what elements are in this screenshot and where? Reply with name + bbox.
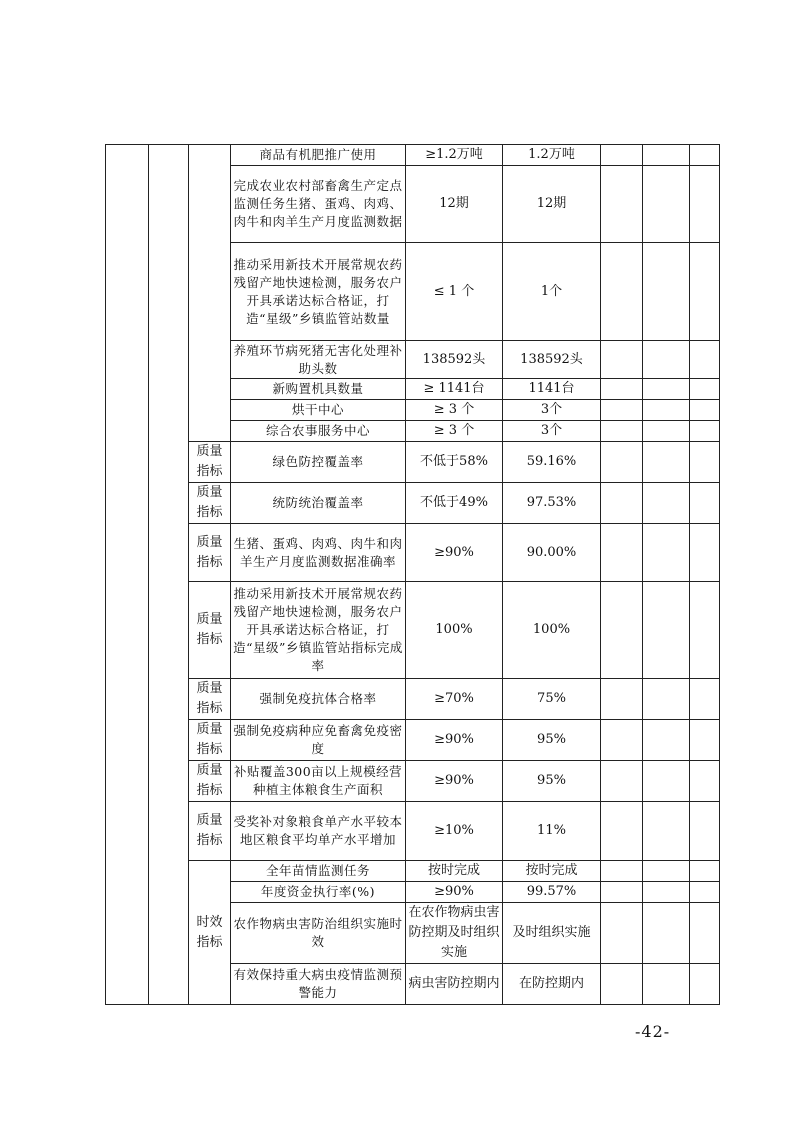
blank-cell — [189, 145, 231, 442]
table-row — [106, 442, 720, 483]
table-row — [106, 679, 720, 720]
blank-cell — [643, 483, 690, 524]
indicator-cell: 统防统治覆盖率 — [231, 483, 406, 524]
target-cell: ≥90% — [406, 882, 503, 903]
indicator-cell: 年度资金执行率(%) — [231, 882, 406, 903]
indicator-cell: 补贴覆盖300亩以上规模经营种植主体粮食生产面积 — [231, 761, 406, 802]
target-cell: ≥90% — [406, 761, 503, 802]
blank-cell — [601, 761, 643, 802]
target-cell: 不低于58% — [406, 442, 503, 483]
blank-cell — [643, 524, 690, 582]
blank-cell — [690, 882, 720, 903]
blank-cell — [690, 341, 720, 379]
blank-cell — [690, 761, 720, 802]
blank-cell — [690, 903, 720, 964]
blank-cell — [643, 379, 690, 400]
actual-cell: 95% — [503, 761, 601, 802]
target-cell: 按时完成 — [406, 861, 503, 882]
actual-cell: 59.16% — [503, 442, 601, 483]
blank-cell — [643, 761, 690, 802]
indicator-cell: 商品有机肥推广使用 — [231, 145, 406, 166]
actual-cell: 按时完成 — [503, 861, 601, 882]
blank-cell — [690, 145, 720, 166]
blank-cell — [149, 145, 189, 1005]
actual-cell: 1个 — [503, 243, 601, 341]
category-cell: 质量指标 — [189, 720, 231, 761]
target-cell: 138592头 — [406, 341, 503, 379]
target-cell: 不低于49% — [406, 483, 503, 524]
indicator-cell: 生猪、蛋鸡、肉鸡、肉牛和肉羊生产月度监测数据准确率 — [231, 524, 406, 582]
actual-cell: 1141台 — [503, 379, 601, 400]
indicator-cell: 受奖补对象粮食单产水平较本地区粮食平均单产水平增加 — [231, 802, 406, 861]
indicator-cell: 完成农业农村部畜禽生产定点监测任务生猪、蛋鸡、肉鸡、肉牛和肉羊生产月度监测数据 — [231, 166, 406, 243]
blank-cell — [601, 903, 643, 964]
blank-cell — [643, 166, 690, 243]
indicator-cell: 养殖环节病死猪无害化处理补助头数 — [231, 341, 406, 379]
indicator-cell: 综合农事服务中心 — [231, 421, 406, 442]
blank-cell — [690, 379, 720, 400]
target-cell: ≥ 1141台 — [406, 379, 503, 400]
table-row — [106, 483, 720, 524]
blank-cell — [690, 802, 720, 861]
blank-cell — [690, 400, 720, 421]
table-row — [106, 861, 720, 882]
blank-cell — [690, 524, 720, 582]
blank-cell — [601, 243, 643, 341]
target-cell: 在农作物病虫害防控期及时组织实施 — [406, 903, 503, 964]
actual-cell: 在防控期内 — [503, 964, 601, 1005]
blank-cell — [601, 400, 643, 421]
target-cell: 100% — [406, 582, 503, 679]
blank-cell — [106, 145, 149, 1005]
blank-cell — [643, 720, 690, 761]
performance-table — [105, 144, 720, 1005]
category-cell: 质量指标 — [189, 483, 231, 524]
actual-cell: 75% — [503, 679, 601, 720]
actual-cell: 11% — [503, 802, 601, 861]
blank-cell — [643, 243, 690, 341]
page-number: -42- — [635, 1022, 671, 1041]
category-cell: 质量指标 — [189, 761, 231, 802]
blank-cell — [643, 679, 690, 720]
blank-cell — [643, 903, 690, 964]
blank-cell — [601, 861, 643, 882]
target-cell: ≥90% — [406, 524, 503, 582]
indicator-cell: 强制免疫抗体合格率 — [231, 679, 406, 720]
blank-cell — [690, 442, 720, 483]
actual-cell: 1.2万吨 — [503, 145, 601, 166]
table-row — [106, 582, 720, 679]
blank-cell — [601, 379, 643, 400]
target-cell: ≥90% — [406, 720, 503, 761]
blank-cell — [601, 421, 643, 442]
actual-cell: 3个 — [503, 400, 601, 421]
table-row — [106, 761, 720, 802]
indicator-cell: 新购置机具数量 — [231, 379, 406, 400]
blank-cell — [601, 524, 643, 582]
actual-cell: 97.53% — [503, 483, 601, 524]
blank-cell — [690, 861, 720, 882]
category-cell: 质量指标 — [189, 582, 231, 679]
blank-cell — [601, 341, 643, 379]
blank-cell — [690, 582, 720, 679]
blank-cell — [690, 243, 720, 341]
table-row — [106, 720, 720, 761]
blank-cell — [601, 442, 643, 483]
target-cell: ≥10% — [406, 802, 503, 861]
blank-cell — [690, 964, 720, 1005]
blank-cell — [643, 964, 690, 1005]
blank-cell — [601, 964, 643, 1005]
blank-cell — [643, 341, 690, 379]
target-cell: 病虫害防控期内 — [406, 964, 503, 1005]
blank-cell — [601, 882, 643, 903]
blank-cell — [601, 679, 643, 720]
indicator-cell: 推动采用新技术开展常规农药残留产地快速检测，服务农户开具承诺达标合格证，打造“星级”乡镇监管站数量 — [231, 243, 406, 341]
indicator-cell: 强制免疫病种应免畜禽免疫密度 — [231, 720, 406, 761]
blank-cell — [601, 802, 643, 861]
target-cell: ≥ 3 个 — [406, 421, 503, 442]
category-cell: 质量指标 — [189, 679, 231, 720]
target-cell: ≥1.2万吨 — [406, 145, 503, 166]
blank-cell — [690, 679, 720, 720]
table-row — [106, 802, 720, 861]
blank-cell — [690, 720, 720, 761]
indicator-cell: 全年苗情监测任务 — [231, 861, 406, 882]
category-cell: 质量指标 — [189, 442, 231, 483]
blank-cell — [601, 582, 643, 679]
blank-cell — [643, 882, 690, 903]
target-cell: ≥70% — [406, 679, 503, 720]
indicator-cell: 烘干中心 — [231, 400, 406, 421]
blank-cell — [690, 421, 720, 442]
blank-cell — [643, 861, 690, 882]
blank-cell — [643, 802, 690, 861]
actual-cell: 90.00% — [503, 524, 601, 582]
blank-cell — [643, 582, 690, 679]
blank-cell — [690, 483, 720, 524]
table-row — [106, 524, 720, 582]
category-cell: 质量指标 — [189, 802, 231, 861]
actual-cell: 12期 — [503, 166, 601, 243]
blank-cell — [601, 145, 643, 166]
actual-cell: 99.57% — [503, 882, 601, 903]
target-cell: ≥ 3 个 — [406, 400, 503, 421]
target-cell: ≤ 1 个 — [406, 243, 503, 341]
blank-cell — [601, 483, 643, 524]
blank-cell — [601, 166, 643, 243]
actual-cell: 100% — [503, 582, 601, 679]
indicator-cell: 有效保持重大病虫疫情监测预警能力 — [231, 964, 406, 1005]
blank-cell — [643, 400, 690, 421]
actual-cell: 3个 — [503, 421, 601, 442]
target-cell: 12期 — [406, 166, 503, 243]
blank-cell — [690, 166, 720, 243]
table-row — [106, 145, 720, 166]
category-cell: 时效指标 — [189, 861, 231, 1005]
indicator-cell: 绿色防控覆盖率 — [231, 442, 406, 483]
blank-cell — [601, 720, 643, 761]
actual-cell: 及时组织实施 — [503, 903, 601, 964]
category-cell: 质量指标 — [189, 524, 231, 582]
actual-cell: 138592头 — [503, 341, 601, 379]
blank-cell — [643, 145, 690, 166]
indicator-cell: 推动采用新技术开展常规农药残留产地快速检测，服务农户开具承诺达标合格证，打造“星级”乡镇监管站指标完成率 — [231, 582, 406, 679]
blank-cell — [643, 442, 690, 483]
blank-cell — [643, 421, 690, 442]
actual-cell: 95% — [503, 720, 601, 761]
indicator-cell: 农作物病虫害防治组织实施时效 — [231, 903, 406, 964]
